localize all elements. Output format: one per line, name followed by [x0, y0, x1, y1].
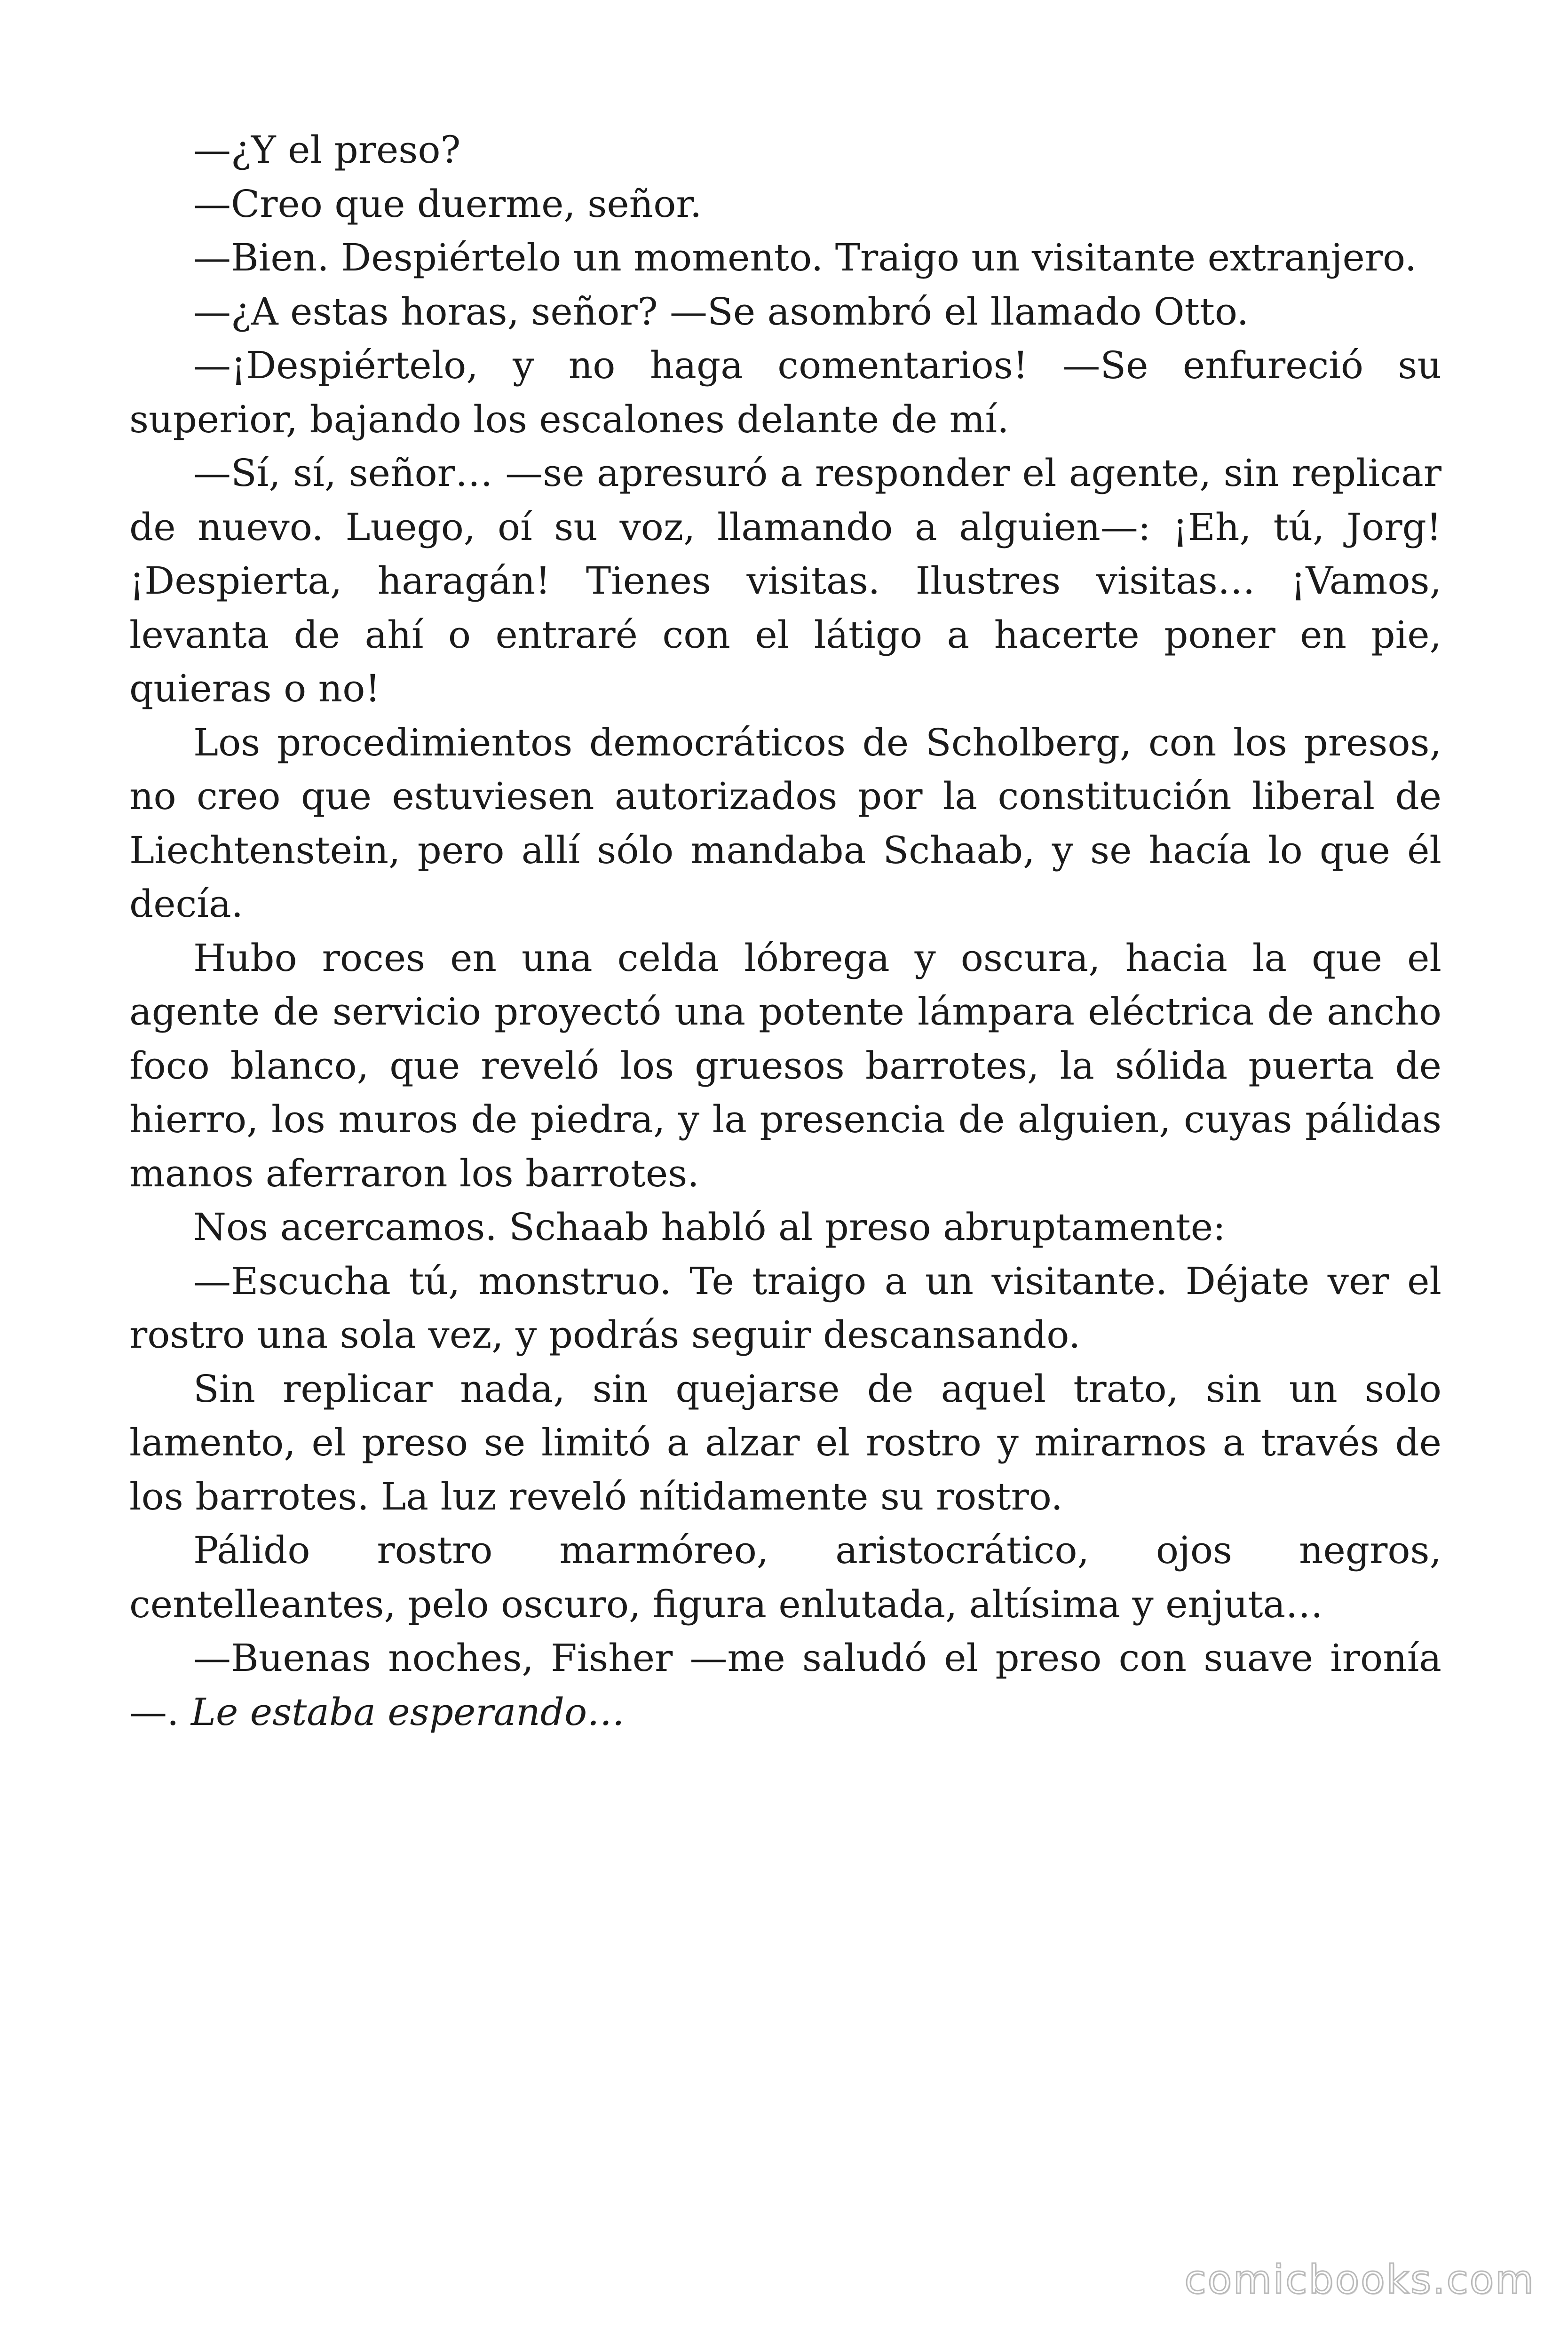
paragraph-1: —¿Y el preso?	[193, 128, 461, 172]
paragraph-2: —Creo que duerme, señor.	[193, 182, 702, 226]
paragraph-13	[129, 1631, 1441, 1739]
paragraph-3: —Bien. Despiértelo un momento. Traigo un visitante extranjero.	[193, 236, 1417, 279]
paragraph-8: Hubo roces en una celda lóbrega y oscura, hacia la que el agente de servicio proyectó una potente lámpara eléctrica de ancho foco blanco, que reveló los gruesos barrotes, la sólida puerta de hierro, los muros de piedra, y la presencia de alguien, cuyas pálidas manos aferraron los barrotes.	[129, 936, 1441, 1195]
paragraph-10: —Escucha tú, monstruo. Te traigo a un visitante. Déjate ver el rostro una sola vez, y podrás seguir descansando.	[129, 1259, 1441, 1357]
paragraph-4: —¿A estas horas, señor? —Se asombró el llamado Otto.	[193, 289, 1249, 334]
paragraph-12: Pálido rostro marmóreo, aristocrático, ojos negros, centelleantes, pelo oscuro, figura enlutada, altísima y enjuta…	[129, 1528, 1441, 1626]
watermark-logo: comicbooks.com	[1184, 2257, 1535, 2303]
paragraph-11: Sin replicar nada, sin quejarse de aquel trato, sin un solo lamento, el preso se limitó a alzar el rostro y mirarnos a través de los barrotes. La luz reveló nítidamente su rostro.	[129, 1367, 1441, 1518]
paragraph-13-text: —Buenas noches, Fisher —me saludó el preso con suave ironía —.	[129, 1636, 1441, 1734]
paragraph-6: —Sí, sí, señor… —se apresuró a responder el agente, sin replicar de nuevo. Luego, oí su voz, llamando a alguien—: ¡Eh, tú, Jorg! ¡Despierta, haragán! Tienes visitas. Ilustres visitas… ¡Vamos, levanta de ahí o entraré con el látigo a hacerte poner en pie, quieras o no!	[129, 451, 1441, 710]
paragraph-13-italic: Le estaba esperando…	[190, 1690, 625, 1734]
paragraph-5: —¡Despiértelo, y no haga comentarios! —Se enfureció su superior, bajando los escalones delante de mí.	[129, 343, 1441, 441]
body-text	[129, 123, 1441, 1739]
paragraph-9: Nos acercamos. Schaab habló al preso abruptamente:	[193, 1205, 1226, 1249]
paragraph-7: Los procedimientos democráticos de Scholberg, con los presos, no creo que estuviesen autorizados por la constitución liberal de Liechtenstein, pero allí sólo mandaba Schaab, y se hacía lo que él decía.	[129, 720, 1441, 926]
